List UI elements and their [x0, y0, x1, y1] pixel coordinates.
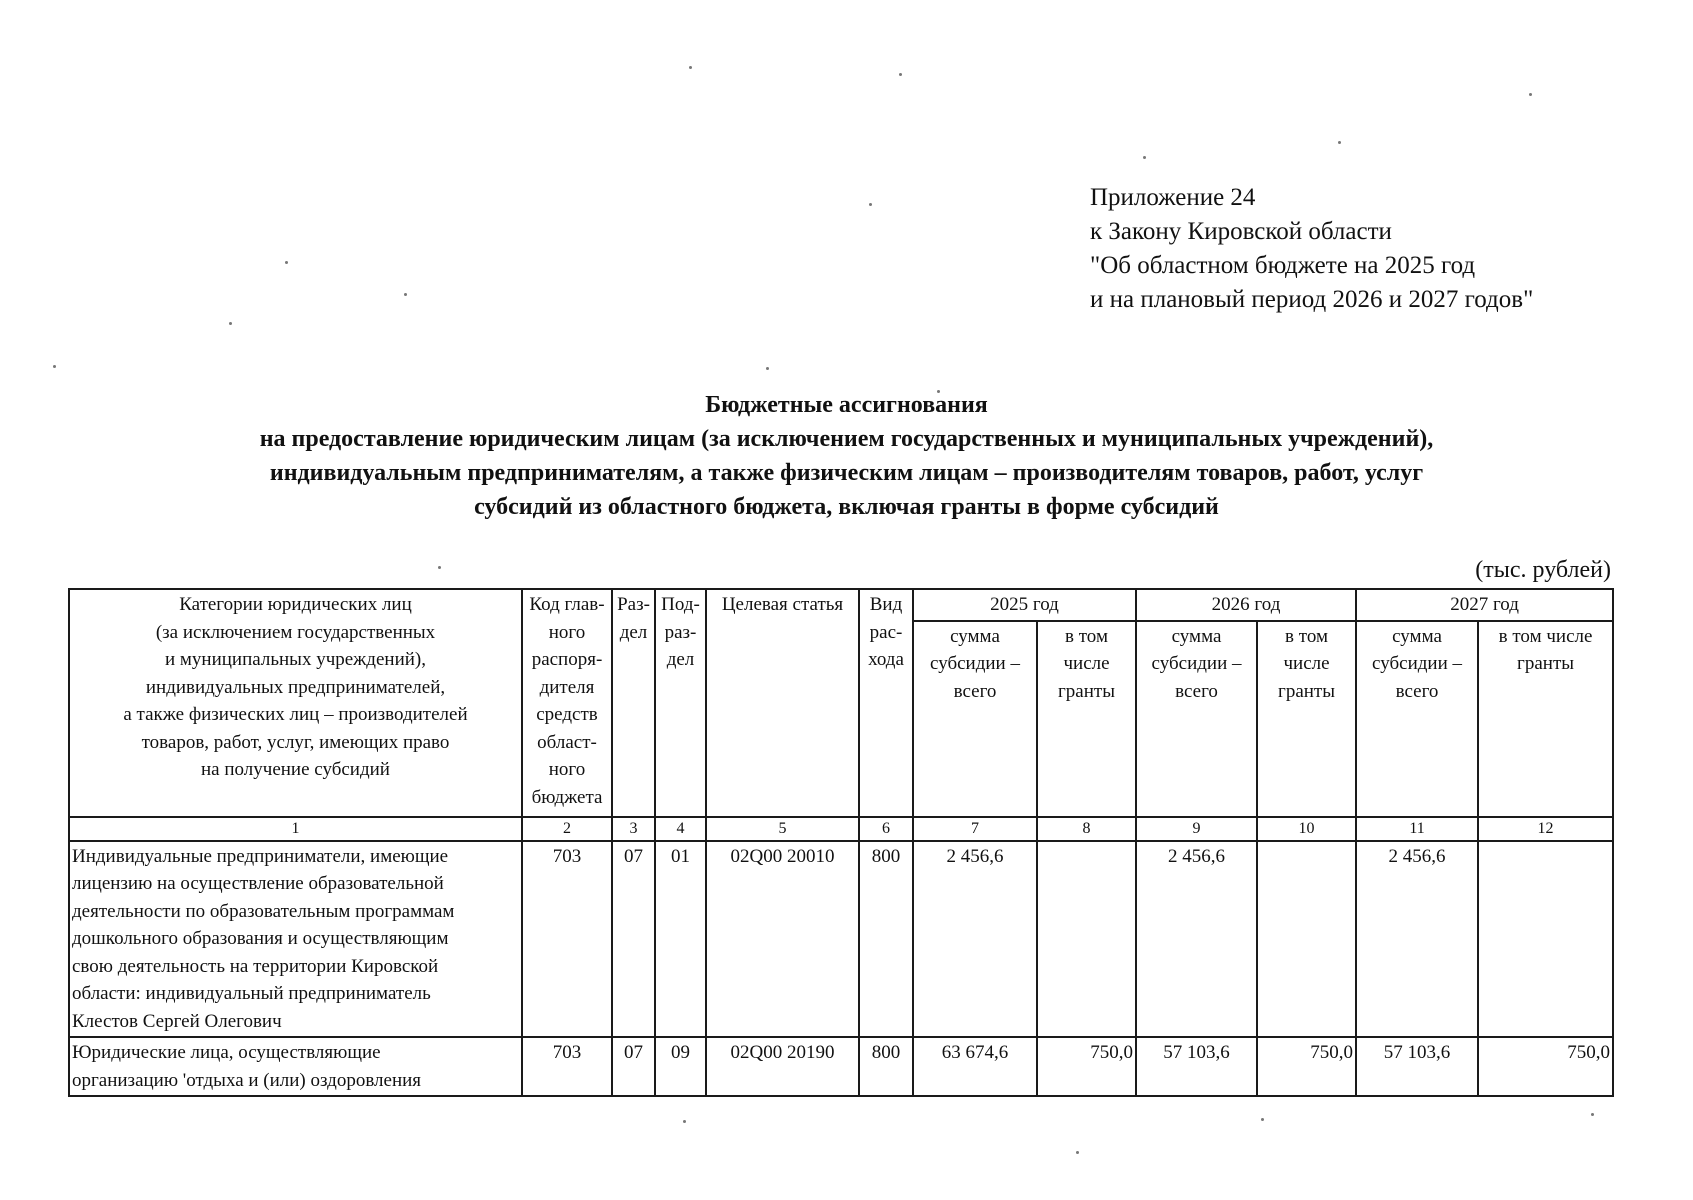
- title-line: индивидуальным предпринимателям, а также физическим лицам – производителям товаров, работ, услуг: [269, 460, 1424, 486]
- header-section: Раз- дел: [612, 589, 655, 817]
- column-number: 10: [1257, 817, 1356, 841]
- scan-speck: [689, 66, 692, 69]
- header-sum-total-2025: сумма субсидии – всего: [913, 621, 1037, 817]
- scan-speck: [53, 365, 56, 368]
- header-grants-2026: в том числе гранты: [1257, 621, 1356, 817]
- row-sum-2026: 57 103,6: [1136, 1037, 1257, 1096]
- column-number: 6: [859, 817, 913, 841]
- scan-speck: [869, 203, 872, 206]
- header-year-2025: 2025 год: [913, 589, 1136, 621]
- scan-speck: [766, 367, 769, 370]
- row-section: 07: [612, 841, 655, 1038]
- column-number: 3: [612, 817, 655, 841]
- budget-table: [68, 588, 1614, 1097]
- header-expense-type: Вид рас- хода: [859, 589, 913, 817]
- row-expense-type: 800: [859, 841, 913, 1038]
- row-sum-2026: 2 456,6: [1136, 841, 1257, 1038]
- scan-speck: [683, 1120, 686, 1123]
- row-sum-2025: 63 674,6: [913, 1037, 1037, 1096]
- title-line: на предоставление юридическим лицам (за исключением государственных и муниципальных учреждений),: [259, 426, 1434, 452]
- scan-speck: [229, 322, 232, 325]
- scan-speck: [438, 566, 441, 569]
- scan-speck: [1143, 156, 1146, 159]
- column-number: 12: [1478, 817, 1613, 841]
- appendix-line: Приложение 24: [1090, 184, 1256, 211]
- header-grants-2027: в том числе гранты: [1478, 621, 1613, 817]
- title-line: Бюджетные ассигнования: [705, 392, 988, 418]
- table-row: [69, 1037, 1613, 1096]
- header-category: Категории юридических лиц (за исключением государственных и муниципальных учреждений), индивидуальных предпринимателей, а также физических лиц – производителей товаров, работ, услуг, имеющих право на получение субсидий: [69, 589, 522, 817]
- scan-speck: [404, 293, 407, 296]
- header-sum-total-2026: сумма субсидии – всего: [1136, 621, 1257, 817]
- row-category: Юридические лица, осуществляющие организацию 'отдыха и (или) оздоровления: [69, 1037, 522, 1096]
- column-number: 8: [1037, 817, 1136, 841]
- scan-speck: [1591, 1113, 1594, 1116]
- document-title: [0, 388, 1693, 524]
- scan-speck: [1338, 141, 1341, 144]
- column-number: 7: [913, 817, 1037, 841]
- scan-speck: [899, 73, 902, 76]
- column-number: 1: [69, 817, 522, 841]
- row-grants-2026: 750,0: [1257, 1037, 1356, 1096]
- units-label: (тыс. рублей): [1475, 557, 1611, 583]
- row-sum-2027: 2 456,6: [1356, 841, 1478, 1038]
- header-grants-2025: в том числе гранты: [1037, 621, 1136, 817]
- header-row: [69, 589, 1613, 621]
- row-grants-2025: [1037, 841, 1136, 1038]
- appendix-line: и на плановый период 2026 и 2027 годов": [1090, 286, 1534, 313]
- row-grants-2027: [1478, 841, 1613, 1038]
- column-number: 4: [655, 817, 706, 841]
- scan-speck: [1076, 1151, 1079, 1154]
- table-row: [69, 841, 1613, 1038]
- row-sum-2025: 2 456,6: [913, 841, 1037, 1038]
- column-number: 5: [706, 817, 859, 841]
- row-expense-type: 800: [859, 1037, 913, 1096]
- row-grants-2025: 750,0: [1037, 1037, 1136, 1096]
- row-subsection: 01: [655, 841, 706, 1038]
- appendix-reference: [1090, 181, 1533, 317]
- row-code: 703: [522, 841, 612, 1038]
- scan-speck: [1529, 93, 1532, 96]
- scan-speck: [1261, 1118, 1264, 1121]
- row-subsection: 09: [655, 1037, 706, 1096]
- appendix-line: "Об областном бюджете на 2025 год: [1090, 252, 1476, 279]
- row-grants-2027: 750,0: [1478, 1037, 1613, 1096]
- column-number-row: [69, 817, 1613, 841]
- row-code: 703: [522, 1037, 612, 1096]
- title-line: субсидий из областного бюджета, включая гранты в форме субсидий: [474, 494, 1219, 520]
- column-number: 11: [1356, 817, 1478, 841]
- scan-speck: [285, 261, 288, 264]
- row-target-article: 02Q00 20190: [706, 1037, 859, 1096]
- column-number: 9: [1136, 817, 1257, 841]
- column-number: 2: [522, 817, 612, 841]
- header-target-article: Целевая статья: [706, 589, 859, 817]
- header-year-2026: 2026 год: [1136, 589, 1356, 621]
- header-subsection: Под- раз- дел: [655, 589, 706, 817]
- row-category: Индивидуальные предприниматели, имеющие лицензию на осуществление образовательной деятельности по образовательным программам дошкольного образования и осуществляющим свою деятельность на территории Кировской области: индивидуальный предприниматель Клестов Сергей Олегович: [69, 841, 522, 1038]
- header-year-2027: 2027 год: [1356, 589, 1613, 621]
- header-code: Код глав- ного распоря- дителя средств област- ного бюджета: [522, 589, 612, 817]
- row-sum-2027: 57 103,6: [1356, 1037, 1478, 1096]
- row-section: 07: [612, 1037, 655, 1096]
- appendix-line: к Закону Кировской области: [1090, 218, 1392, 245]
- header-sum-total-2027: сумма субсидии – всего: [1356, 621, 1478, 817]
- row-grants-2026: [1257, 841, 1356, 1038]
- row-target-article: 02Q00 20010: [706, 841, 859, 1038]
